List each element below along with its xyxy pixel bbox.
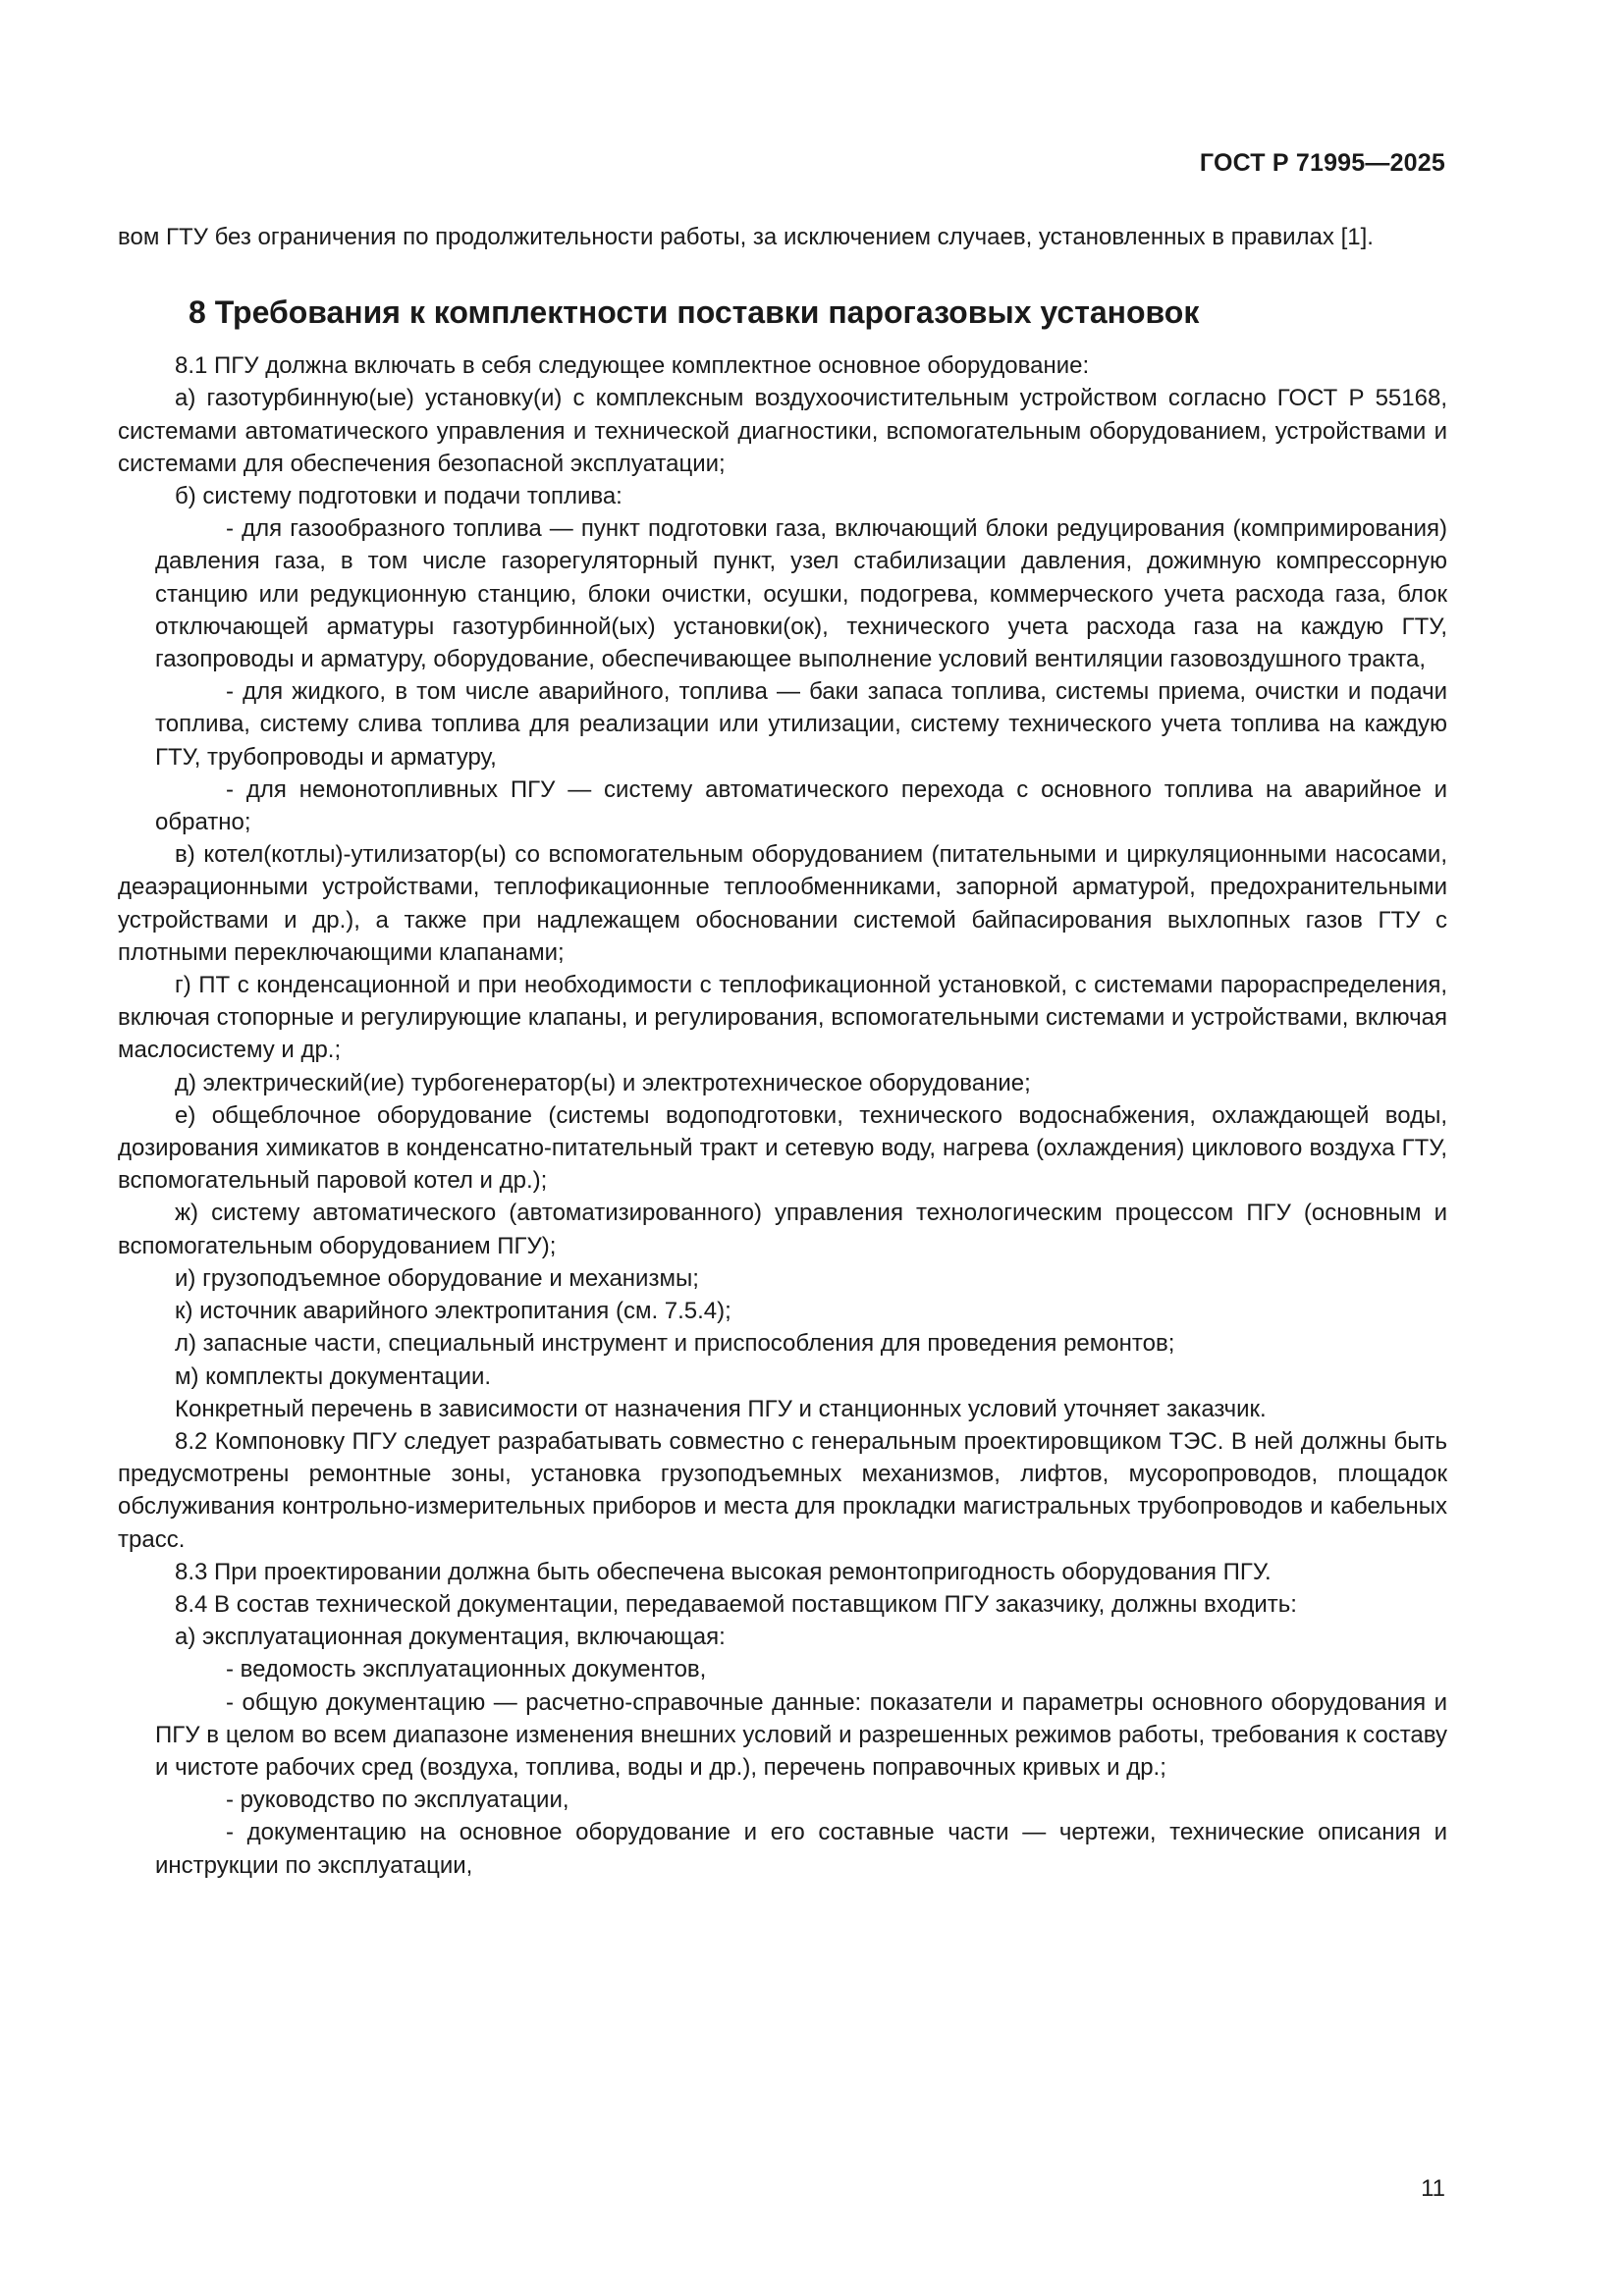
doc-sub-item-register: - ведомость эксплуатационных документов, bbox=[226, 1656, 707, 1683]
page-content bbox=[118, 221, 1447, 1882]
list-item-a: а) газотурбинную(ые) установку(и) с комплексным воздухоочистительным устройством согласно ГОСТ Р 55168, системами автоматического управления и технической диагностики, вспомогательным оборудованием, устройствами и системами для обеспечения безопасной эксплуатации; bbox=[118, 385, 1447, 477]
section-heading: 8 Требования к комплектности поставки парогазовых установок bbox=[189, 294, 1200, 331]
list-item-zh: ж) систему автоматического (автоматизированного) управления технологическим процессом ПГУ (основным и вспомогательным оборудованием ПГУ); bbox=[118, 1200, 1447, 1259]
clause-8-2: 8.2 Компоновку ПГУ следует разрабатывать совместно с генеральным проектировщиком ТЭС. В ней должны быть предусмотрены ремонтные зоны, установка грузоподъемных механизмов, лифтов, мусоропроводов, площадок обслуживания контрольно-измерительных приборов и места для прокладки магистральных трубопроводов и кабельных трасс. bbox=[118, 1427, 1447, 1553]
doc-item-a: а) эксплуатационная документация, включающая: bbox=[175, 1624, 726, 1651]
list-item-d: д) электрический(ие) турбогенератор(ы) и электротехническое оборудование; bbox=[175, 1069, 1031, 1096]
clause-8-4: 8.4 В состав технической документации, передаваемой поставщиком ПГУ заказчику, должны входить: bbox=[175, 1590, 1297, 1618]
specific-list-note: Конкретный перечень в зависимости от назначения ПГУ и станционных условий уточняет заказчик. bbox=[175, 1395, 1267, 1422]
sub-item-gas-fuel: - для газообразного топлива — пункт подготовки газа, включающий блоки редуцирования (компримирования) давления газа, в том числе газорегуляторный пункт, узел стабилизации давления, дожимную компрессорную станцию или редукционную станцию, блоки очистки, осушки, подогрева, коммерческого учета расхода газа, блок отключающей арматуры газотурбинной(ых) установки(ок), технического учета расхода газа на каждую ГТУ, газопроводы и арматуру, оборудование, обеспечивающее выполнение условий вентиляции газовоздушного тракта, bbox=[155, 515, 1447, 673]
sub-item-liquid-fuel: - для жидкого, в том числе аварийного, топлива — баки запаса топлива, системы приема, очистки и подачи топлива, систему слива топлива для реализации или утилизации, систему технического учета топлива на каждую ГТУ, трубопроводы и арматуру, bbox=[155, 678, 1447, 771]
intro-continuation: вом ГТУ без ограничения по продолжительности работы, за исключением случаев, установленных в правилах [1]. bbox=[118, 224, 1374, 250]
doc-sub-item-general: - общую документацию — расчетно-справочные данные: показатели и параметры основного оборудования и ПГУ в целом во всем диапазоне изменения внешних условий и разрешенных режимов работы, требования к составу и чистоте рабочих сред (воздуха, топлива, воды и др.), перечень поправочных кривых и др.; bbox=[155, 1688, 1447, 1781]
page-number: 11 bbox=[1421, 2175, 1445, 2202]
doc-sub-item-manual: - руководство по эксплуатации, bbox=[226, 1787, 569, 1814]
list-item-i: и) грузоподъемное оборудование и механизмы; bbox=[175, 1264, 699, 1292]
list-item-b: б) систему подготовки и подачи топлива: bbox=[175, 483, 623, 510]
clause-8-1: 8.1 ПГУ должна включать в себя следующее комплектное основное оборудование: bbox=[175, 352, 1090, 380]
list-item-m: м) комплекты документации. bbox=[175, 1362, 492, 1390]
sub-item-non-mono-fuel: - для немонотопливных ПГУ — систему автоматического перехода с основного топлива на аварийное и обратно; bbox=[155, 775, 1447, 836]
list-item-v: в) котел(котлы)-утилизатор(ы) со вспомогательным оборудованием (питательными и циркуляционными насосами, деаэрационными устройствами, теплофикационные теплообменниками, запорной арматурой, предохранительными устройствами и др.), а также при надлежащем обосновании системой байпасирования выхлопных газов ГТУ с плотными переключающими клапанами; bbox=[118, 841, 1447, 966]
list-item-g: г) ПТ с конденсационной и при необходимости с теплофикационной установкой, с системами парораспределения, включая стопорные и регулирующие клапаны, и регулирования, вспомогательными системами и устройствами, включая маслосистему и др.; bbox=[118, 972, 1447, 1064]
list-item-l: л) запасные части, специальный инструмент и приспособления для проведения ремонтов; bbox=[175, 1330, 1175, 1358]
standard-number: ГОСТ Р 71995—2025 bbox=[1199, 149, 1445, 177]
doc-sub-item-equipment: - документацию на основное оборудование и его составные части — чертежи, технические описания и инструкции по эксплуатации, bbox=[155, 1819, 1447, 1879]
list-item-e: е) общеблочное оборудование (системы водоподготовки, технического водоснабжения, охлаждающей воды, дозирования химикатов в конденсатно-питательный тракт и сетевую воду, нагрева (охлаждения) циклового воздуха ГТУ, вспомогательный паровой котел и др.); bbox=[118, 1101, 1447, 1195]
clause-8-3: 8.3 При проектировании должна быть обеспечена высокая ремонтопригодность оборудования ПГУ. bbox=[175, 1558, 1272, 1585]
list-item-k: к) источник аварийного электропитания (см. 7.5.4); bbox=[175, 1298, 731, 1325]
